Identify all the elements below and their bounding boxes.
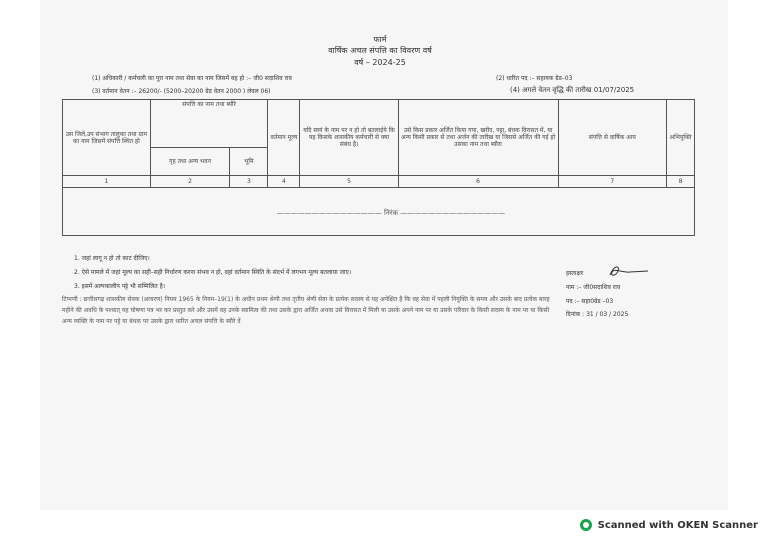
col-relation-header: यदि स्वयं के नाम पर न हो तो बतलाईये कि यह किसके शासकीय कर्मचारी से क्या संबंध है। (300, 100, 398, 176)
nil-entry: ——————————————— निरंक ——————————————— (276, 209, 506, 217)
col-number: 5 (300, 176, 398, 188)
scanner-logo-icon (580, 519, 592, 531)
form-title: फार्म (373, 35, 387, 44)
col-house-header: गृह तथा अन्य भवन (150, 148, 230, 176)
signatory-name: नाम :– जी0सदाशिव राव (566, 284, 621, 291)
note-3: 3. इसमें अल्पकालीन पट्टे भी सम्मिलित है। (74, 283, 166, 290)
col-number: 4 (268, 176, 300, 188)
scanner-text: Scanned with OKEN Scanner (597, 520, 758, 531)
col-annual-income-header: संपत्ति से वार्षिक आय (558, 100, 666, 176)
post-held-line: (2) धारित पद :– सहायक ग्रेड–03 (496, 75, 573, 82)
col-number: 1 (63, 176, 151, 188)
next-increment-line: (4) अगले वेतन वृद्धि की तारीख 01/07/2025 (510, 86, 635, 94)
col-number: 3 (230, 176, 268, 188)
note-1: 1. जहां लागू न हो तो काट दीजिए। (74, 255, 150, 262)
form-subtitle: वार्षिक अचल संपत्ति का विवरण वर्ष (328, 46, 432, 55)
employee-name-line: (1) अधिकारी / कर्मचारी का पूरा नाम तथा सेवा का नाम जिसमें वह हो :– जी0 सदाशिव राव (92, 75, 292, 82)
col-property-details-header: संपत्ति का नाम तथा ब्यौरे (150, 100, 268, 148)
current-salary-line: (3) वर्तमान वेतन :– 26200/- (5200–20200 ग्रेड वेतन 2000 ) लेवल 06) (92, 88, 271, 95)
handwritten-signature (604, 263, 650, 279)
col-location-header: उस जिले,उप संभाग तालुका तथा ग्राम का नाम जिसमें संपत्ति स्थित हो (63, 100, 151, 176)
scanner-watermark (580, 519, 758, 531)
note-2: 2. ऐसे मामले में जहां मूल्य का सही–सही निर्धारण करना संभव न हो, वहां वर्तमान स्थिति के संदर्भ में लगभग मूल्य बतलाया जाए। (74, 269, 352, 276)
remark-paragraph: टिप्पणी : छत्तीसगढ़ शासकीय सेवक (आचरण) नियम 1965 के नियम–19(1) के अधीन प्रथम श्रेणी तथा तृतीय श्रेणी सेवा के प्रत्येक सदस्य से यह अपेक्षित है कि वह सेवा में पहली नियुक्ति के समय और उसके बाद प्रत्येक बारह महीने की अवधि के पश्चात् यह घोषणा पत्र भर कर प्रस्तुत करे और उसमें वह उनके स्वामित्व की तथा उसके द्वारा अर्जित अथवा उसे विरासत में मिली या उसके अपने नाम पर या उसके परिवार के किसी सदस्य के नाम पर या किसी अन्य व्यक्ति के नाम पर पट्टे या बंधक पर उसके द्वारा धारित अचल संपत्ति के ब्यौरे दें (62, 296, 550, 325)
signatory-post: पद :– सहा0ग्रेड –03 (566, 298, 614, 305)
col-number: 7 (558, 176, 666, 188)
col-number: 8 (667, 176, 695, 188)
signature-label: हस्ताक्षर (566, 270, 584, 277)
col-remarks-header: अभियुक्ति (667, 100, 695, 176)
form-year: वर्ष – 2024-25 (354, 58, 406, 67)
col-number: 6 (398, 176, 558, 188)
col-number: 2 (150, 176, 230, 188)
col-land-header: भूमि (230, 148, 268, 176)
signature-date: दिनांक : 31 / 03 / 2025 (566, 311, 629, 318)
col-current-value-header: वर्तमान मूल्य (268, 100, 300, 176)
col-acquisition-header: उसे किस प्रकार अर्जित किया गया, खरीद, पट्टा, बंधक विरासत में, या अन्य किसी प्रकार से तथा अर्जन की तारीख या जिससे अर्जित की गई हो उसका नाम तथा ब्यौरा (398, 100, 558, 176)
